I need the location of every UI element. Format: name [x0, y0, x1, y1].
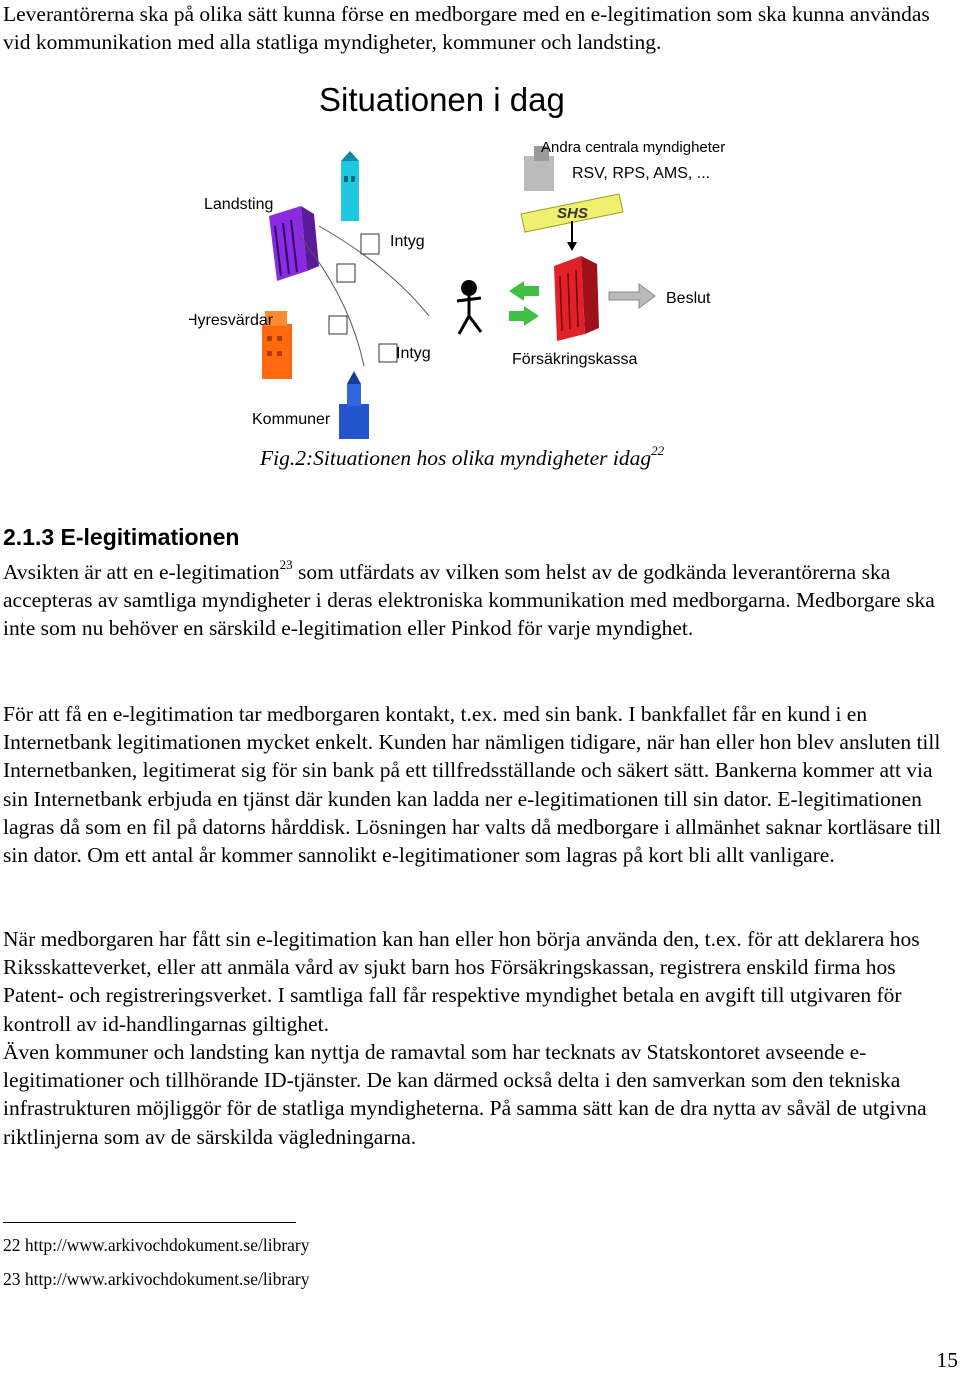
tower-building-icon: [341, 151, 359, 221]
forsakringskassa-building-icon: [554, 256, 599, 341]
figure-caption: Fig.2:Situationen hos olika myndigheter idag$^{22}$: [260, 442, 665, 470]
caption-footnote-ref: 22: [651, 442, 665, 458]
paragraph-1: Avsikten är att en e-legitimation$^{23}$ som utfärdats av vilken som helst av de godkända leverantörerna ska accepteras av samtliga myndigheter i deras elektroniska kommunikation med medborgarna. Medborgare ska inte som nu behöver en särskild e-legitimation eller Pinkod för varje myndighet.: [3, 556, 935, 641]
label-hyresvardar: Hyresvärdar: [189, 312, 274, 329]
label-rsv: RSV, RPS, AMS, ...: [572, 165, 711, 182]
footnote-ref-23: 23: [279, 556, 293, 572]
label-landsting: Landsting: [204, 196, 274, 213]
situation-diagram: [189, 66, 775, 446]
footnote-22: 22 http://www.arkivochdokument.se/library: [3, 1235, 310, 1255]
footnote-divider: [3, 1222, 296, 1223]
paragraph-4: Även kommuner och landsting kan nyttja de ramavtal som har tecknats av Statskontoret avseende e-legitimationer och tillhörande ID-tjänster. De kan därmed också delta i den samverkan som den tekniska infrastrukturen möjliggör för de statliga myndigheterna. På samma sätt kan de dra nytta av såväl de utgivna riktlinjerna som av de särskilda vägledningarna.: [3, 1040, 927, 1149]
label-andra-myndigheter: Andra centrala myndigheter: [541, 139, 726, 156]
label-intyg-1: Intyg: [390, 233, 425, 250]
paragraph-3: När medborgaren har fått sin e-legitimation kan han eller hon börja använda den, t.ex. för att deklarera hos Riksskatteverket, eller att anmäla vård av sjukt barn hos Försäkringskassan, registrera enskild firma hos Patent- och registreringsverket. I samtliga fall får respektive myndighet betala en avgift till utgivaren för kontroll av id-handlingarnas giltighet.: [3, 927, 920, 1036]
label-beslut: Beslut: [666, 290, 711, 307]
label-kommuner: Kommuner: [252, 411, 331, 428]
footnote-23: 23 http://www.arkivochdokument.se/library: [3, 1269, 310, 1289]
figure-title: Situationen i dag: [319, 81, 565, 118]
intro-paragraph: Leverantörerna ska på olika sätt kunna förse en medborgare med en e-legitimation som ska kunna användas vid kommunikation med alla statliga myndigheter, kommuner och landsting.: [3, 2, 930, 55]
label-intyg-2: Intyg: [396, 345, 431, 362]
section-heading: 2.1.3 E-legitimationen: [3, 524, 240, 550]
label-forsakringskassa: Försäkringskassa: [512, 351, 638, 368]
label-shs: SHS: [557, 205, 588, 222]
page-number: 15: [936, 1348, 958, 1372]
paragraph-2: För att få en e-legitimation tar medborgaren kontakt, t.ex. med sin bank. I bankfallet får en kund i en Internetbank legitimationen mycket enkelt. Kunden har nämligen tidigare, när han eller hon blev ansluten till Internetbanken, legitimerat sig för sin bank på ett tillfredsställande och säkert sätt. Bankerna kommer att via sin Internetbank erbjuda en tjänst där kunden kan ladda ner e-legitimationen till sin dator. E-legitimationen lagras då som en fil på datorns hårddisk. Lösningen har valts då medborgare i allmänhet saknar kortläsare till sin dator. Om ett antal år kommer sannolikt e-legitimationer som lagras på kort bli allt vanligare.: [3, 702, 942, 868]
situation-figure: [189, 66, 775, 446]
